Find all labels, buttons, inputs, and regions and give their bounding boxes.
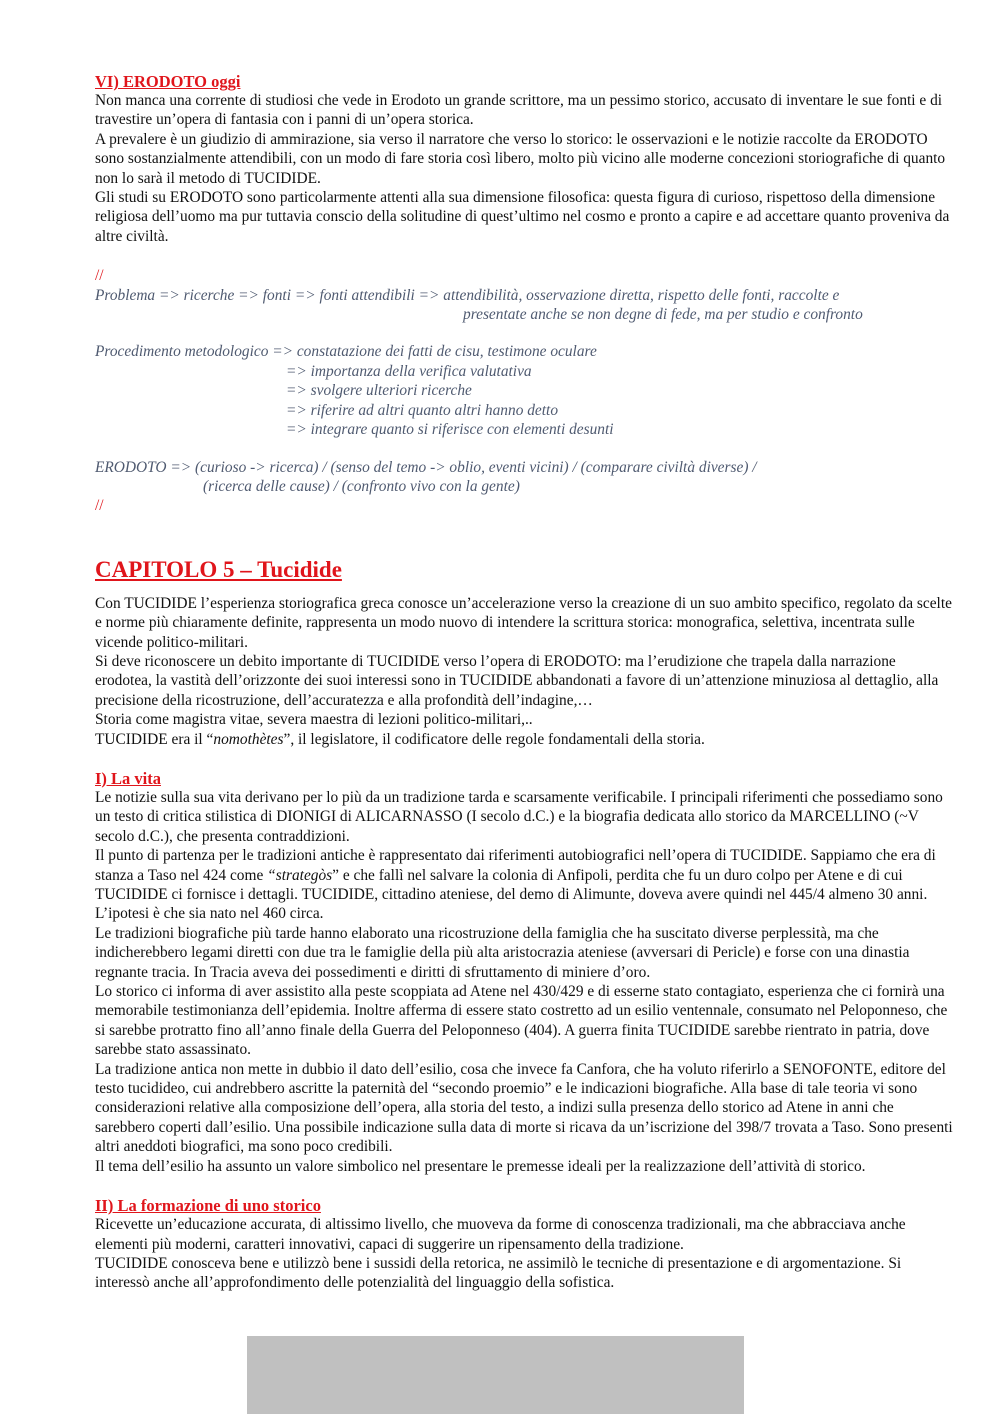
notes-line: ERODOTO => (curioso -> ricerca) / (senso del temo -> oblio, eventi vicini) / (comparare civiltà diverse) / — [95, 458, 757, 476]
section-title-formazione: II) La formazione di uno storico — [95, 1196, 321, 1216]
paragraph: A prevalere è un giudizio di ammirazione, sia verso il narratore che verso lo storico: le osservazioni e le notizie raccolte da ERODOTO sono sostanzialmente attendibili, con un modo di fare storia così libero, molto più vicino alle moderne concezioni storiografiche di quanto non lo sarà il metodo di TUCIDIDE. — [95, 130, 946, 187]
notes-line: Problema => ricerche => fonti => fonti attendibili => attendibilità, osservazione diretta, rispetto delle fonti, raccolte e — [95, 286, 840, 304]
paragraph: Le tradizioni biografiche più tarde hanno elaborato una ricostruzione della famiglia che ha suscitato diverse perplessità, ma che indicherebbero legami diretti con due tra le famiglie della più alta aristocrazia ateniese (avversari di Pericle) e forse con una dinastia regnante tracia. In Tracia aveva dei possedimenti e diritti di sfruttamento di miniere d’oro. — [95, 924, 910, 981]
term-nomothetes: nomothètes — [213, 730, 284, 748]
notes-line: => riferire ad altri quanto altri hanno detto — [286, 401, 559, 419]
paragraph: Si deve riconoscere un debito importante di TUCIDIDE verso l’opera di ERODOTO: ma l’erudizione che trapela dalla narrazione erodotea, la vastità dell’orizzonte dei suoi interessi sono in TUCIDIDE abbandonati a favore di un’attenzione minuziosa al dettaglio, alla precisione della ricostruzione, dell’accuratezza e alla profondità dell’indagine,… — [95, 652, 939, 709]
term-strategos: “strategòs — [267, 866, 333, 884]
paragraph: Ricevette un’educazione accurata, di altissimo livello, che muoveva da forme di conoscenza tradizionali, ma che abbracciava anche elementi più moderni, caratteri innovativi, capaci di suggerire un ripensamento della tradizione. — [95, 1216, 906, 1253]
paragraph: La tradizione antica non mette in dubbio il dato dell’esilio, cosa che invece fa Canfora, che ha voluto riferirlo a SENOFONTE, editore del testo tucidideo, cui andrebbero ascritte la paternità del “secondo proemio” e le indicazioni biografiche. Alla base di tale teoria vi sono considerazioni relative alla composizione dell’opera, alla storia del testo, a indizi sulla presenza dello storico ad Atene in anni che sarebbero coperti dall’esilio. Una possibile indicazione sulla data di morte si ricava da un’iscrizione del 398/7 trovata a Taso. Sono presenti altri aneddoti biografici, ma sono poco credibili. — [95, 1060, 953, 1156]
paragraph: TUCIDIDE conosceva bene e utilizzò bene i sussidi della retorica, ne assimilò le tecniche di presentazione e di argomentazione. Si interessò anche all’approfondimento delle potenzialità del linguaggio della sofistica. — [95, 1254, 902, 1292]
paragraph: Con TUCIDIDE l’esperienza storiografica greca conosce un’accelerazione verso la creazione di un suo ambito specifico, regolato da scelte e norme più chiaramente definite, rappresenta un modo nuovo di intendere la scrittura storica: monografica, selettiva, incentrata sulle vicende politico-militari. — [95, 594, 952, 651]
paragraph: Gli studi su ERODOTO sono particolarmente attenti alla sua dimensione filosofica: questa figura di curioso, rispettoso della dimensione religiosa dell’uomo ma pur tuttavia conscio della solitudine di quest’ultimo nel cosmo e pronto a capire e ad accettare quanto proveniva da altre civiltà. — [95, 189, 950, 245]
notes-line: presentate anche se non degne di fede, ma per studio e confronto — [463, 306, 863, 324]
paragraph: Non manca una corrente di studiosi che vede in Erodoto un grande scrittore, ma un pessimo storico, accusato di inventare le sue fonti e di travestire un’opera di fantasia con i panni di un’opera storica. — [95, 92, 943, 129]
notes-close-marker: // — [95, 497, 104, 515]
notes-line: => integrare quanto si riferisce con elementi desunti — [286, 421, 614, 439]
paragraph: Il punto di partenza per le tradizioni antiche è rappresentato dai riferimenti autobiografici nell’opera di TUCIDIDE. Sappiamo che era di stanza a Taso nel 424 come “strategòs” e che fallì nel salvare la colonia di Anfipoli, perdita che fu un duro colpo per Atene e di cui TUCIDIDE ci fornisce i dettagli. TUCIDIDE, cittadino ateniese, del demo di Alimunte, doveva avere quindi nel 445/4 almeno 30 anni. L’ipotesi è che sia nato nel 460 circa. — [95, 847, 936, 923]
footer-placeholder-box — [247, 1336, 744, 1414]
notes-line: => svolgere ulteriori ricerche — [286, 382, 472, 400]
paragraph: Il tema dell’esilio ha assunto un valore simbolico nel presentare le premesse ideali per la realizzazione dell’attività di storico. — [95, 1157, 866, 1175]
paragraph: TUCIDIDE era il “nomothètes”, il legislatore, il codificatore delle regole fondamentali della storia. — [95, 730, 705, 748]
document-page — [95, 72, 955, 1293]
notes-block — [95, 266, 955, 515]
notes-line: Procedimento metodologico => constatazione dei fatti de cisu, testimone oculare — [95, 343, 597, 361]
section-title-erodoto-oggi: VI) ERODOTO oggi — [95, 72, 241, 91]
paragraph: Le notizie sulla sua vita derivano per lo più da un tradizione tarda e scarsamente verificabile. I principali riferimenti che possediamo sono un testo di critica stilistica di DIONIGI di ALICARNASSO (I secolo d.C.) e la biografia dedicata allo storico da MARCELLINO (~V secolo d.C.), che presenta contraddizioni. — [95, 788, 943, 845]
paragraph: Storia come magistra vitae, severa maestra di lezioni politico-militari,.. — [95, 711, 533, 729]
section-title-la-vita: I) La vita — [95, 768, 161, 788]
chapter-title: CAPITOLO 5 – Tucidide — [95, 556, 342, 582]
notes-line: => importanza della verifica valutativa — [286, 362, 532, 380]
notes-open-marker: // — [95, 267, 104, 285]
paragraph: Lo storico ci informa di aver assistito alla peste scoppiata ad Atene nel 430/429 e di esserne stato contagiato, esperienza che ci fornirà una memorabile testimonianza dell’epidemia. Inoltre afferma di essere stato costretto ad un esilio ventennale, consumato nel Peloponneso, che si sarebbe protratto fino all’anno finale della Guerra del Peloponneso (404). A guerra finita TUCIDIDE sarebbe rientrato in patria, dove sarebbe stato assassinato. — [95, 983, 948, 1059]
notes-line: (ricerca delle cause) / (confronto vivo con la gente) — [203, 477, 520, 495]
